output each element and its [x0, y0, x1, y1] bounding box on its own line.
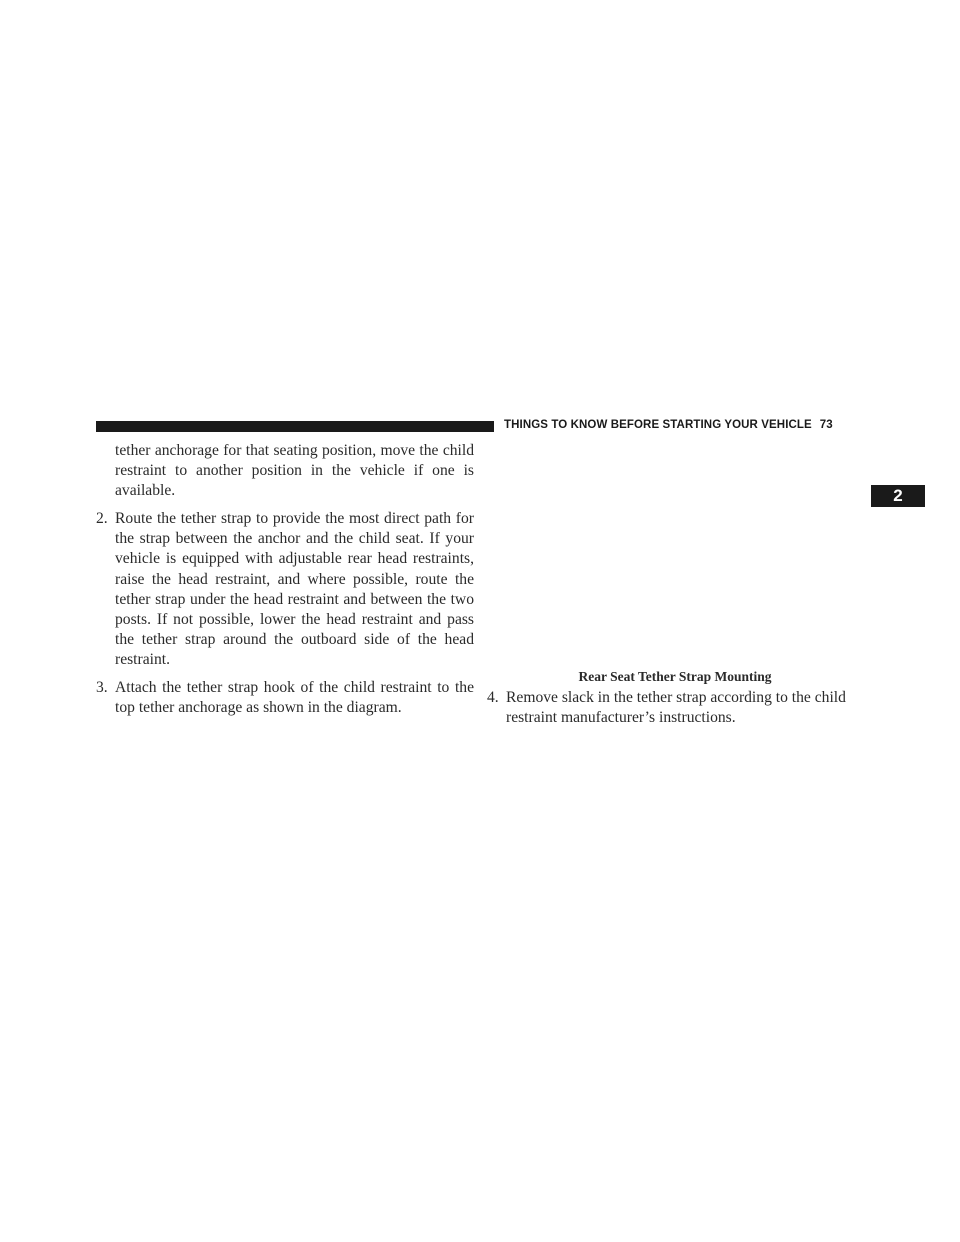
running-header	[504, 419, 864, 435]
list-item	[96, 509, 474, 670]
header-rule	[96, 421, 494, 432]
item-number: 2.	[96, 510, 108, 528]
right-column	[487, 688, 863, 728]
figure-caption: Rear Seat Tether Strap Mounting	[578, 669, 772, 684]
list-item	[487, 688, 863, 728]
left-column	[96, 441, 474, 718]
chapter-tab[interactable]: 2	[871, 485, 925, 507]
page-number: 73	[819, 419, 833, 431]
list-item	[96, 678, 474, 718]
figure-image	[504, 443, 860, 643]
item-text: Attach the tether strap hook of the child restraint to the top tether anchorage as shown in the diagram.	[115, 679, 474, 717]
section-title: THINGS TO KNOW BEFORE STARTING YOUR VEHICLE	[504, 419, 812, 431]
continuation-paragraph: tether anchorage for that seating position, move the child restraint to another position in the vehicle if one is available.	[115, 442, 474, 500]
item-text: Route the tether strap to provide the most direct path for the strap between the anchor and the child seat. If your vehicle is equipped with adjustable rear head restraints, raise the head restraint, and where possible, route the tether strap under the head restraint and between the two posts. If not possible, lower the head restraint and pass the tether strap around the outboard side of the head restraint.	[115, 510, 474, 668]
item-number: 3.	[96, 679, 108, 697]
item-text: Remove slack in the tether strap according to the child restraint manufacturer’s instructions.	[506, 689, 846, 727]
item-number: 4.	[487, 689, 499, 706]
